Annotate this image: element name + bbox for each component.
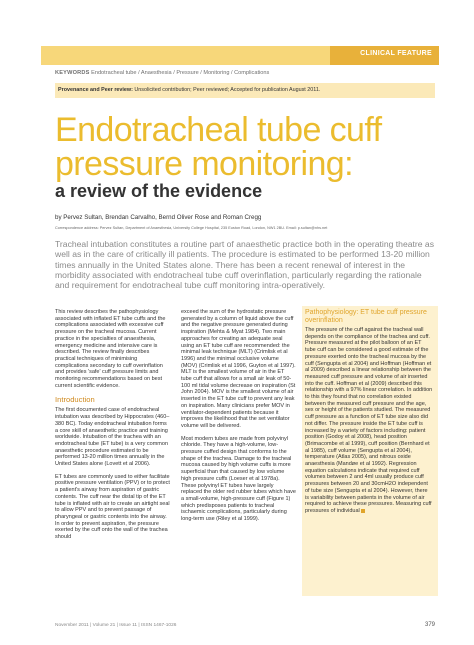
column-3 (305, 309, 433, 521)
correspondence-address: Correspondence address: Pervez Sultan, Department of Anaesthesia, University College Hospital, 235 Euston Road, London, NW1 2BU. Email: p.sultan@nhs.net (55, 226, 328, 230)
article-subtitle: a review of the evidence (55, 181, 263, 201)
section-badge: CLINICAL FEATURE (360, 50, 432, 57)
keywords-label: KEYWORDS (55, 70, 90, 76)
keywords-list: Endotracheal tube / Anaesthesia / Pressure / Monitoring / Complications (91, 70, 270, 76)
column-1 (55, 309, 170, 547)
column-2 (181, 309, 296, 529)
intro-paragraph-1: The first documented case of endotracheal intubation was described by Hippocrates (460–380 BC). Today endotracheal intubation forms a core skill of anaesthetic practice and training worldwide. Intubation of the trachea with an endotracheal tube (ET tube) is a very common anaesthetic procedure estimated to be performed 13-20 million times annually in the United States alone (Lovett et al 2006). (55, 407, 170, 468)
summary-paragraph: This review describes the pathophysiology associated with inflated ET tube cuffs and the complications associated with excessive cuff pressure on the tracheal mucosa. Current practice in the specialties of anaesthesia, emergency medicine and intensive care is described. The review finally describes practical techniques of minimising complications secondary to cuff overinflation and provides 'safe' cuff pressure limits and monitoring recommendations based on best current scientific evidence. (55, 309, 166, 389)
pathophysiology-heading: Pathophysiology: ET tube cuff pressure overinflation (305, 309, 427, 324)
continue-marker-icon (361, 509, 365, 513)
column-2-paragraph-2: Most modern tubes are made from polyvinyl chloride. They have a high-volume, low-pressure cuffed design that conforms to the shape of the trachea. Damage to the tracheal mucosa caused by high volume cuffs is more superficial than that caused by low volume high pressure cuffs (Loeser et al 1978a). These polyvinyl ET tubes have largely replaced the older red rubber tubes which have a small-volume, high-pressure cuff (Figure 1) which predisposes patients to tracheal ischaemic complications, particularly during long-term use (Riley et al 1999). (181, 435, 296, 523)
column-3-paragraph (305, 327, 433, 515)
provenance-text: Unsolicited contribution; Peer reviewed; Accepted for publication August 2011. (134, 87, 321, 93)
journal-footer: November 2011 | Volume 21 | Issue 11 | ISSN 1467-1026 (55, 623, 177, 628)
introduction-heading: Introduction (55, 395, 95, 405)
keywords-line (55, 70, 435, 76)
column-3-paragraph-text: The pressure of the cuff against the tracheal wall depends on the compliance of the trachea and cuff. Pressure measured at the pilot balloon of an ET tube cuff can be considered a good estimate of the pressure exerted onto the tracheal mucosa by the cuff (Sengupta et al 2004) and Hoffman (Hoffman et al 2009) described a linear relationship between the measured cuff pressure and volume of air inserted into the cuff. Hoffman et al (2009) described this relationship with a 97% linear correlation. In addition to this they found that no correlation existed between the measured cuff pressure and the age, sex or height of the patients studied. The measured cuff pressure as a function of ET tube size also did not differ. The pressure inside the ET tube cuff is increased by a variety of factors including: patient position (Godoy et al 2008), head position (Brimacombe et al 1999), cuff position (Bernhard et al 1985), cuff volume (Sengupta et al 2004), temperature (Atlas 2005), and nitrous oxide anaesthesia (Mandøe et al 1992). Regression equation calculations indicate that required cuff volumes between 2 and 4ml usually produce cuff pressures between 20 and 30cmH2O independent of tube size (Sengupta et al 2004). However, there is variability between patients in the volume of air required to achieve these pressures. Measuring cuff pressures of individual (305, 327, 433, 514)
column-2-paragraph-1: exceed the sum of the hydrostatic pressure generated by a column of liquid above the cuff and the negative pressure generated during inspiration (Mehta & Myat 1984). Two main approaches for creating an adequate seal using an ET tube cuff are recommended: the minimal leak technique (MLT) (Crimlisk et al 1996) and the minimal occlusive volume (MOV) (Crimlisk et al 1996, Guyton et al 1997). MLT is the smallest volume of air in the ET tube cuff that allows for a small air leak of 50-100 ml tidal volume decrease on inspiration (St John 2004). MOV is the smallest volume of air inserted in the ET tube cuff to prevent any leak on inspiration. Many clinicians prefer MOV in ventilator-dependent patients because it improves the likelihood that the set ventilator volume will be delivered. (181, 309, 296, 429)
provenance-label: Provenance and Peer review: (58, 87, 133, 93)
provenance-line (58, 87, 320, 93)
intro-paragraph-2: ET tubes are commonly used to either facilitate positive pressure ventilation (PPV) or to protect a patient's airway from aspiration of gastric contents. The cuff near the distal tip of the ET tube is inflated with air to create an airtight seal to allow PPV and to prevent passage of pharyngeal or gastric contents into the airway. In order to prevent aspiration, the pressure exerted by the cuff onto the wall of the trachea should (55, 473, 170, 541)
abstract: Tracheal intubation constitutes a routine part of anaesthetic practice both in the operating theatre as well as in the care of critically ill patients. The procedure is estimated to be performed 13-20 million times annually in the United States alone. There has been a recent renewal of interest in the morbidity associated with endotracheal tube cuff overinflation, particularly regarding the rationale and requirement for endotracheal tube cuff monitoring intra-operatively. (55, 239, 434, 291)
article-title: Endotracheal tube cuff pressure monitoring: (55, 111, 382, 183)
author-line: by Pervez Sultan, Brendan Carvalho, Bernd Oliver Rose and Roman Cregg (55, 214, 262, 221)
page-number: 379 (424, 622, 435, 628)
